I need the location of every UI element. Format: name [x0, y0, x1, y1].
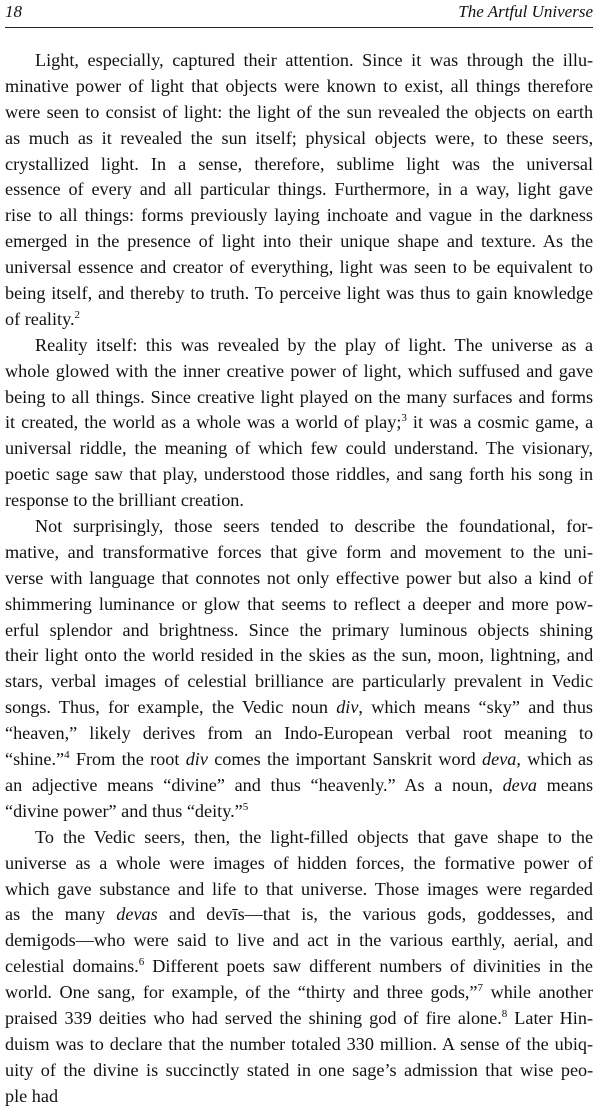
- text-line: it created, the world as a whole was a world of play;$^3$ it was a cosmic game, a: [5, 412, 593, 433]
- text-line: Light, especially, captured their attention. Since it was through the illu-: [35, 50, 593, 70]
- text-line: celestial domains.$^6$ Different poets saw different numbers of divinities in the: [5, 956, 593, 977]
- text-line: “heaven,” likely derives from an Indo-European verbal root meaning to: [5, 723, 593, 744]
- text-line: as much as it revealed the sun itself; physical objects were, to these seers,: [5, 127, 593, 148]
- text-line: “divine power” and thus “deity.”$^5$: [5, 800, 249, 821]
- text-line: “shine.”$^4$ From the root div comes the important Sanskrit word deva, which as: [5, 749, 593, 770]
- paragraph: [5, 514, 593, 825]
- text-line: mative, and transformative forces that give form and movement to the uni-: [5, 541, 593, 562]
- paragraph: [5, 825, 593, 1110]
- text-line: minative power of light that objects were known to exist, all things therefore: [5, 75, 593, 96]
- text-line: an adjective means “divine” and thus “heavenly.” As a noun, deva means: [5, 774, 593, 795]
- text-line: being to all things. Since creative light played on the many surfaces and forms: [5, 386, 593, 407]
- text-line: Reality itself: this was revealed by the play of light. The universe as a: [35, 334, 593, 355]
- text-line: of reality.$^2$: [5, 308, 81, 329]
- page-number: 18: [5, 2, 22, 21]
- paragraph: [5, 48, 593, 333]
- text-line: praised 339 deities who had served the shining god of fire alone.$^8$ Later Hin-: [5, 1007, 593, 1028]
- text-line: as the many devas and devīs—that is, the various gods, goddesses, and: [5, 904, 593, 925]
- body-text: [5, 48, 593, 1110]
- text-line: crystallized light. In a sense, therefore, sublime light was the universal: [5, 153, 593, 174]
- running-header: [5, 0, 593, 28]
- text-line: being itself, and thereby to truth. To perceive light was thus to gain knowledge: [5, 283, 593, 304]
- text-line: To the Vedic seers, then, the light-filled objects that gave shape to the: [35, 826, 593, 847]
- text-line: uity of the divine is succinctly stated in one sage’s admission that wise peo-: [5, 1059, 593, 1080]
- text-line: verse with language that connotes not only effective power but also a kind of: [5, 567, 593, 588]
- text-line: universal essence and creator of everything, light was seen to be equivalent to: [5, 257, 593, 278]
- text-line: response to the brilliant creation.: [5, 490, 244, 511]
- text-line: ple had: [5, 1085, 59, 1106]
- text-line: world. One sang, for example, of the “thirty and three gods,”$^7$ while another: [5, 982, 593, 1003]
- text-line: universe as a whole were images of hidden forces, the formative power of: [5, 852, 593, 873]
- text-line: songs. Thus, for example, the Vedic noun div, which means “sky” and thus: [5, 697, 593, 718]
- text-line: poetic sage saw that play, understood those riddles, and sang forth his song in: [5, 464, 593, 485]
- paragraph: [5, 333, 593, 514]
- text-line: were seen to consist of light: the light of the sun revealed the objects on earth: [5, 101, 593, 122]
- text-line: erful splendor and brightness. Since the primary luminous objects shining: [5, 619, 593, 640]
- text-line: their light onto the world resided in the skies as the sun, moon, lightning, and: [5, 645, 593, 666]
- text-line: shimmering luminance or glow that seems to reflect a deeper and more pow-: [5, 593, 593, 614]
- running-title: The Artful Universe: [458, 2, 593, 21]
- text-line: whole glowed with the inner creative power of light, which suffused and gave: [5, 360, 593, 381]
- text-line: demigods—who were said to live and act in the various earthly, aerial, and: [5, 930, 593, 951]
- text-line: essence of every and all particular things. Furthermore, in a way, light gave: [5, 179, 593, 200]
- text-line: rise to all things: forms previously laying inchoate and vague in the darkness: [5, 205, 593, 226]
- text-line: stars, verbal images of celestial brilliance are particularly prevalent in Vedic: [5, 671, 593, 692]
- text-line: duism was to declare that the number totaled 330 million. A sense of the ubiq-: [5, 1033, 593, 1054]
- text-line: universal riddle, the meaning of which few could understand. The visionary,: [5, 438, 593, 459]
- text-line: emerged in the presence of light into their unique shape and texture. As the: [5, 231, 593, 252]
- text-line: Not surprisingly, those seers tended to describe the foundational, for-: [35, 516, 593, 537]
- text-line: which gave substance and life to that universe. Those images were regarded: [5, 878, 593, 899]
